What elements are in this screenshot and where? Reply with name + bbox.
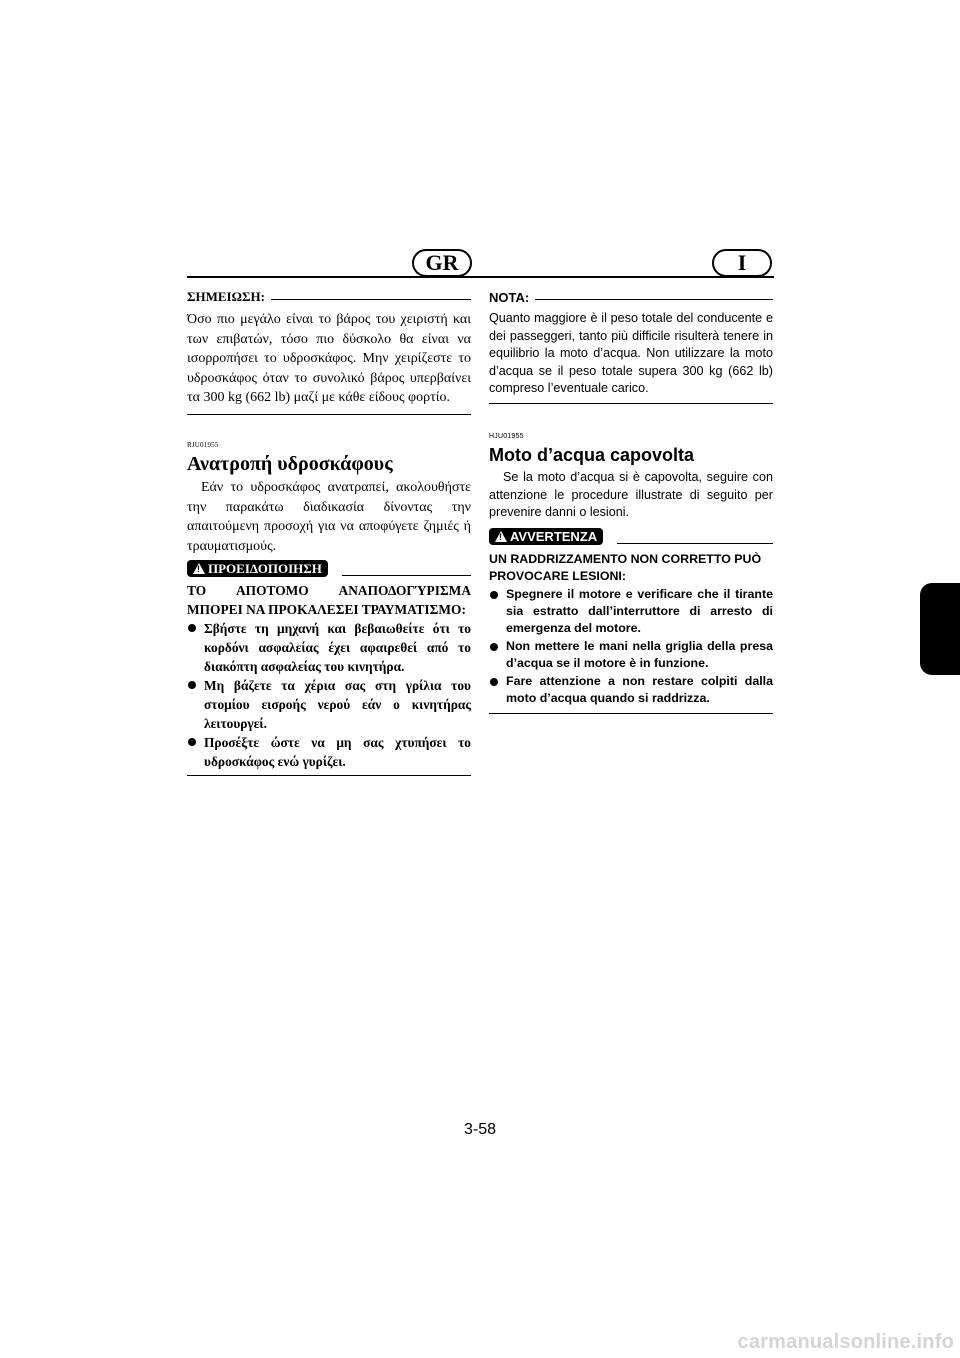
bullet-icon	[490, 643, 498, 651]
greek-warning-line	[342, 575, 471, 576]
italian-warning-badge	[489, 528, 603, 545]
list-item: Σβήστε τη μηχανή και βεβαιωθείτε ότι το κορδόνι ασφαλείας έχει αφαιρεθεί από το διακόπτη ασφαλείας του κινητήρα.	[187, 619, 471, 676]
warning-triangle-icon	[495, 531, 507, 542]
page-number: 3-58	[463, 1121, 497, 1138]
greek-note-line	[271, 299, 471, 300]
greek-warning-list	[187, 619, 471, 771]
greek-column	[187, 289, 471, 776]
list-item: Προσέξτε ώστε να μη σας χτυπήσει το υδροσκάφος ενώ γυρίζει.	[187, 733, 471, 771]
list-item: Non mettere le mani nella griglia della presa d’acqua se il motore è in funzione.	[489, 638, 773, 673]
italian-warning-label: AVVERTENZA	[510, 528, 598, 544]
greek-note-rule	[187, 414, 471, 415]
greek-section-code: RJU01955	[187, 440, 219, 449]
italian-warning-line	[617, 543, 773, 544]
bullet-icon	[490, 591, 498, 599]
list-item: Spegnere il motore e verificare che il tirante sia estratto dall’interruttore di arresto di emergenza del motore.	[489, 586, 773, 638]
language-tab-greek: GR	[412, 249, 472, 277]
language-tab-italian: I	[712, 249, 772, 277]
italian-note-header	[489, 289, 773, 305]
chapter-thumb-tab	[920, 583, 960, 675]
list-item: Μη βάζετε τα χέρια σας στη γρίλια του στομίου εισροής νερού εάν ο κινητήρας λειτουργεί.	[187, 676, 471, 733]
italian-section-title: Moto d’acqua capovolta	[489, 444, 695, 465]
italian-warning-list	[489, 586, 773, 708]
header-rule	[187, 276, 774, 278]
warning-triangle-icon	[193, 563, 205, 574]
list-item: Fare attenzione a non restare colpiti dalla moto d’acqua quando si raddrizza.	[489, 673, 773, 708]
watermark: carmanualsonline.info	[737, 1331, 954, 1353]
greek-warning-header	[187, 560, 471, 577]
bullet-icon	[188, 738, 196, 746]
bullet-icon	[188, 681, 196, 689]
bullet-icon	[188, 624, 196, 632]
greek-intro-text: Εάν το υδροσκάφος ανατραπεί, ακολουθήστε την παρακάτω διαδικασία δίνοντας την απαιτούμενη προσοχή για να αποφύγετε ζημιές ή τραυματισμούς.	[187, 479, 471, 554]
italian-note-rule	[489, 403, 773, 404]
italian-section-code: HJU01955	[489, 432, 524, 440]
greek-warning-badge	[187, 560, 328, 577]
italian-warning-header	[489, 528, 773, 545]
greek-warning-label: ΠΡΟΕΙΔΟΠΟΙΗΣΗ	[208, 560, 322, 576]
italian-column	[489, 289, 773, 714]
greek-warning-rule	[187, 775, 471, 776]
greek-note-header	[187, 289, 471, 305]
italian-warning-heading: UN RADDRIZZAMENTO NON CORRETTO PUÒ PROVOCARE LESIONI:	[489, 551, 762, 584]
italian-intro-text: Se la moto d’acqua si è capovolta, seguire con attenzione le procedure illustrate di seguito per prevenire danni o lesioni.	[489, 469, 773, 520]
italian-note-text: Quanto maggiore è il peso totale del conducente e dei passeggeri, tanto più difficile risulterà tenere in equilibrio la moto d’acqua. Non utilizzare la moto d’acqua se il peso totale supera 300 kg (662 lb) compreso l’eventuale carico.	[489, 311, 773, 396]
greek-section-title: Ανατροπή υδροσκάφους	[187, 452, 393, 475]
greek-warning-heading: ΤΟ ΑΠΟΤΟΜΟ ΑΝΑΠΟΔΟΓΎΡΙΣΜΑ ΜΠΟΡΕΙ ΝΑ ΠΡΟΚΑΛΕΣΕΙ ΤΡΑΥΜΑΤΙΣΜΟ:	[187, 583, 471, 618]
greek-note-text: Όσο πιο μεγάλο είναι το βάρος του χειριστή και των επιβατών, τόσο πιο δύσκολο θα είναι να ισορροπήσει το υδροσκάφος. Μην χειρίζεστε το υδροσκάφος όταν το συνολικό βάρος υπερβαίνει τα 300 kg (662 lb) μαζί με κάθε είδους φορτίο.	[187, 312, 471, 406]
italian-warning-rule	[489, 713, 773, 714]
greek-note-label: ΣΗΜΕΙΩΣΗ:	[187, 289, 265, 304]
italian-note-label: NOTA:	[489, 289, 530, 305]
bullet-icon	[490, 678, 498, 686]
italian-note-line	[535, 299, 773, 300]
